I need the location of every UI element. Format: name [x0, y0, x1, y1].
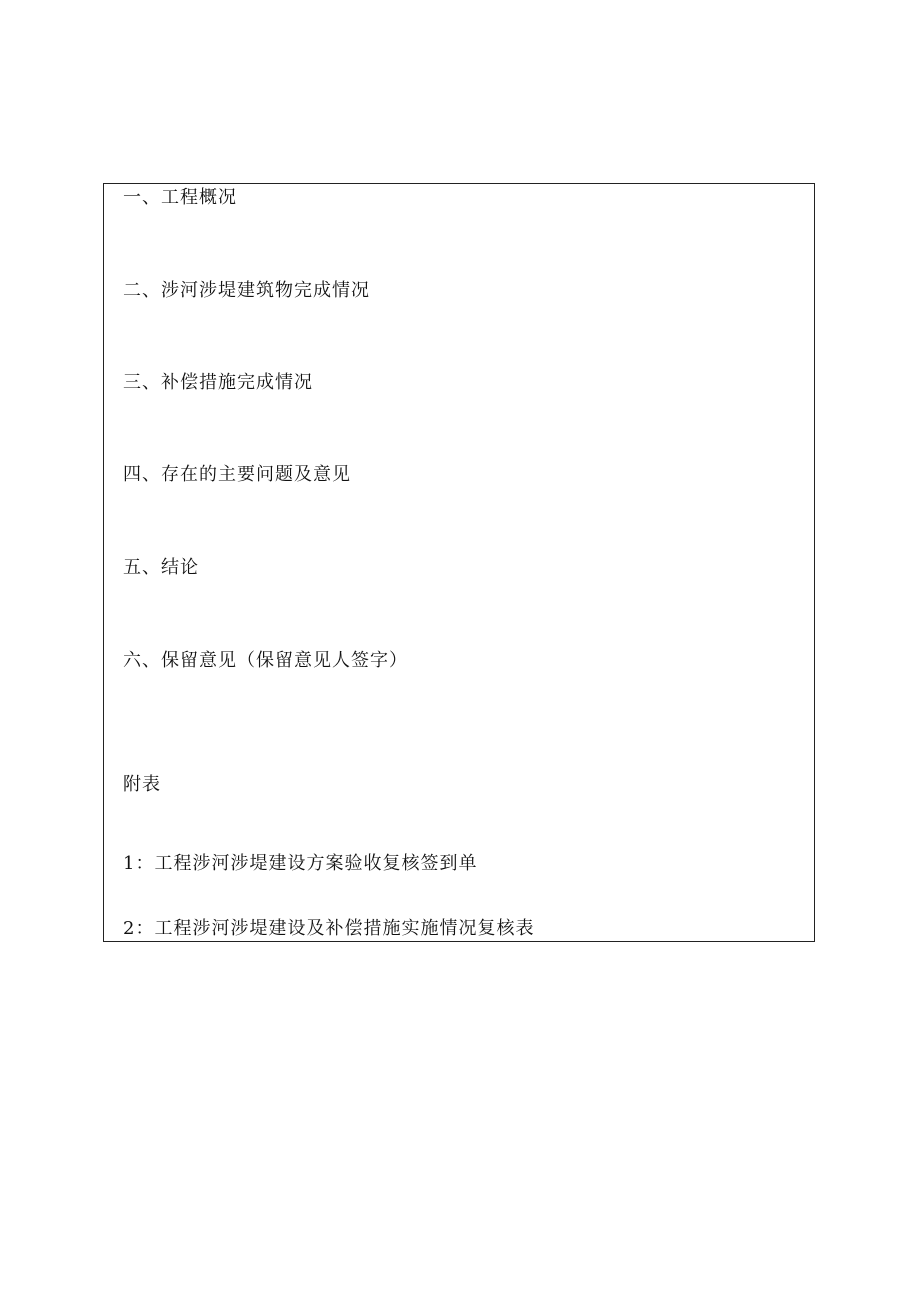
section-conclusion: 五、结论 — [123, 557, 199, 578]
section-compensation-measures: 三、补偿措施完成情况 — [123, 372, 313, 393]
section-project-overview: 一、工程概况 — [123, 187, 237, 208]
attachment-item-review-table: 2：工程涉河涉堤建设及补偿措施实施情况复核表 — [123, 918, 535, 939]
section-reserved-opinions: 六、保留意见（保留意见人签字） — [123, 650, 408, 671]
section-main-issues: 四、存在的主要问题及意见 — [123, 464, 351, 485]
section-structures-completion: 二、涉河涉堤建筑物完成情况 — [123, 280, 370, 301]
attachments-heading: 附表 — [123, 774, 161, 795]
attachment-item-sign-in-sheet: 1：工程涉河涉堤建设方案验收复核签到单 — [123, 853, 478, 874]
form-table — [103, 183, 815, 942]
